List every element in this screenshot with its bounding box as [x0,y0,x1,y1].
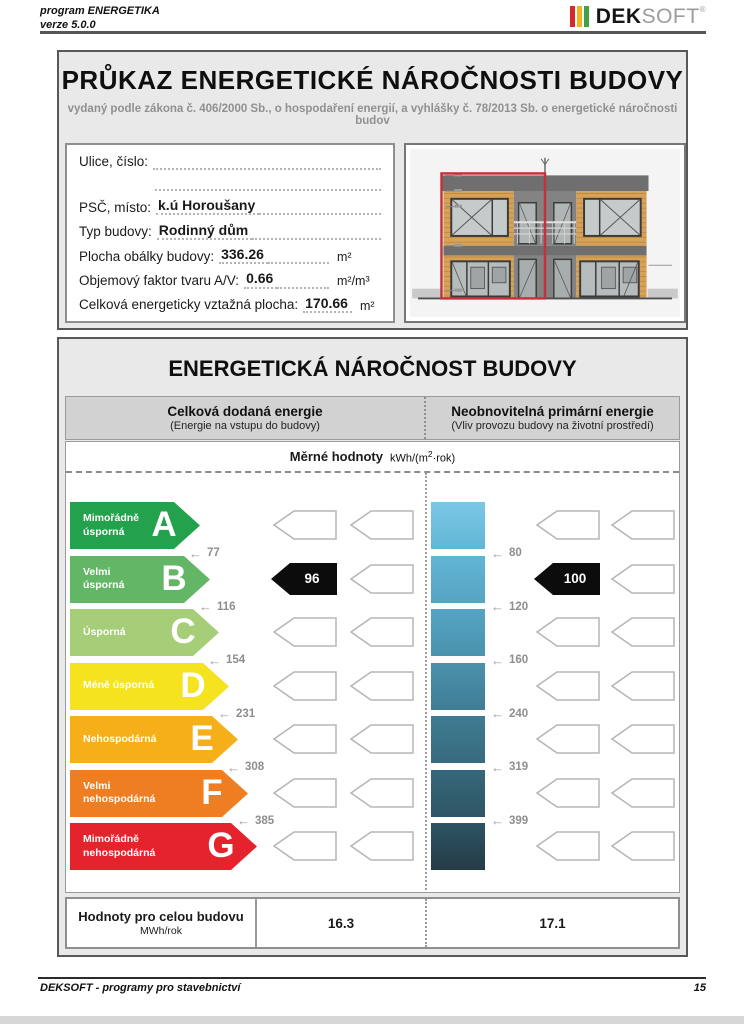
primary-energy-value: 100 [563,570,587,586]
empty-value-arrow-icon [536,778,600,808]
specific-values-label: Měrné hodnoty [289,449,383,464]
specific-values-unit: kWh/$(m^2\cdot rok)$ [389,448,456,465]
whole-building-values-box [65,897,680,949]
threshold-left-5: ← 308 [227,759,265,775]
threshold-arrow-icon: ← [491,759,504,775]
empty-value-arrow-icon [350,671,414,701]
info-value: k.ú Horoušany [156,197,259,215]
page-number: 15 [693,982,706,994]
empty-value-arrow-icon [350,778,414,808]
whole-building-unit: MWh/rok [140,925,182,937]
info-row-street [79,154,381,170]
empty-value-arrow-icon [273,831,337,861]
info-value: 170.66 [303,295,352,313]
info-unit: m² [359,298,375,313]
rating-row-A [70,502,200,549]
logo-registered-mark: ® [699,5,706,14]
program-identification [40,4,160,33]
program-version: verze 5.0.0 [40,19,96,32]
empty-value-arrow-icon [273,778,337,808]
info-label: Celková energeticky vztažná plocha: [79,297,299,313]
empty-value-arrow-icon [273,510,337,540]
empty-value-arrow-icon [350,724,414,754]
info-unit: m² [337,249,352,264]
info-value: 336.26 [219,246,268,264]
rating-row-B [70,556,210,603]
page-bottom-strip [0,1016,744,1024]
rating-row-G [70,823,257,870]
info-label: Ulice, číslo: [79,154,149,169]
whole-building-delivered-value: 16.3 [327,915,355,931]
primary-energy-scale-block [431,716,485,763]
class-letter: F [201,772,223,812]
class-letter: G [207,826,235,865]
threshold-right-6: ← 399 [491,813,529,828]
info-row-building-type [79,222,381,240]
empty-value-arrow-icon [350,564,414,594]
building-elevation-illustration [410,150,680,316]
dotted-line [252,225,381,240]
class-letter: D [180,665,206,705]
threshold-arrow-icon: ← [491,652,504,668]
program-header [40,4,706,33]
info-row-envelope-area [79,246,381,264]
column-subtitle: (Energie na vstupu do budovy) [170,420,320,432]
rating-row-F [70,770,248,817]
dotted-line [155,176,381,191]
threshold-left-6: ← 385 [237,813,275,828]
dotted-line [268,249,329,264]
certificate-header-box [57,50,688,330]
threshold-left-3: ← 154 [208,652,246,668]
threshold-arrow-icon: ← [199,599,212,614]
threshold-right-4: ← 240 [491,706,529,721]
delivered-energy-value-arrow [270,562,338,596]
dotted-line [259,200,381,215]
primary-energy-value-arrow [533,562,601,596]
class-label: Velmi nehospodárná [83,779,156,805]
delivered-energy-value: 96 [304,570,320,586]
rating-row-E [70,716,238,763]
threshold-arrow-icon: ← [491,813,504,828]
empty-value-arrow-icon [536,724,600,754]
primary-energy-scale-block [431,502,485,549]
class-label: Úsporná [83,625,126,638]
info-value: Rodinný dům [157,222,252,240]
section-title: ENERGETICKÁ NÁROČNOST BUDOVY [168,356,577,381]
primary-energy-scale-block [431,770,485,817]
logo-soft: SOFT [641,5,700,28]
energy-performance-box [57,337,688,957]
rating-row-C [70,609,219,656]
empty-value-arrow-icon [611,778,675,808]
class-letter: C [170,612,196,651]
whole-building-label-cell [67,899,257,947]
info-label: Objemový faktor tvaru A/V: [79,273,240,289]
page-footer [40,982,706,994]
threshold-arrow-icon: ← [491,599,504,614]
empty-value-arrow-icon [536,617,600,647]
info-row-street-2 [79,176,381,191]
empty-value-arrow-icon [536,671,600,701]
threshold-arrow-icon: ← [208,652,221,668]
class-label: Mimořádně nehospodárná [83,833,156,859]
empty-value-arrow-icon [350,831,414,861]
class-label: Mimořádně úsporná [83,512,140,538]
threshold-left-1: ← 77 [189,545,220,561]
rating-row-D [70,663,229,710]
empty-value-arrow-icon [611,671,675,701]
empty-value-arrow-icon [350,617,414,647]
column-header-primary-energy [426,397,679,439]
threshold-right-2: ← 120 [491,599,529,614]
info-row-city [79,197,381,215]
threshold-arrow-icon: ← [218,706,231,721]
building-image-box [404,143,686,323]
rating-scale-area [65,441,680,893]
info-label: Typ budovy: [79,224,152,240]
info-row-av-factor [79,270,381,288]
whole-building-label: Hodnoty pro celou budovu [78,909,244,924]
empty-value-arrow-icon [536,510,600,540]
deksoft-logo-text [596,6,706,27]
rating-scale-grid [66,473,679,891]
column-title: Celková dodaná energie [167,404,323,419]
info-row-reference-area [79,295,381,313]
info-label: Plocha obálky budovy: [79,248,215,264]
empty-value-arrow-icon [611,831,675,861]
column-title: Neobnovitelná primární energie [451,404,654,419]
threshold-right-3: ← 160 [491,652,529,668]
empty-value-arrow-icon [611,724,675,754]
empty-value-arrow-icon [611,564,675,594]
whole-building-primary-value: 17.1 [425,899,678,947]
empty-value-arrow-icon [273,724,337,754]
empty-value-arrow-icon [611,510,675,540]
empty-value-arrow-icon [350,510,414,540]
deksoft-logo [570,6,706,27]
program-name: program ENERGETIKA [40,5,160,17]
column-subtitle: (Vliv provozu budovy na životní prostředí) [451,420,654,432]
column-header-delivered-energy [66,397,426,439]
class-label: Nehospodárná [83,732,157,745]
column-headers [65,396,680,440]
certificate-title: PRŮKAZ ENERGETICKÉ NÁROČNOSTI BUDOVY [61,65,684,95]
deksoft-logo-bars-icon [570,6,593,27]
dotted-line [277,274,329,289]
threshold-arrow-icon: ← [227,759,240,775]
primary-energy-scale-block [431,663,485,710]
class-letter: E [190,719,214,758]
threshold-arrow-icon: ← [491,706,504,721]
empty-value-arrow-icon [611,617,675,647]
header-divider [40,31,706,34]
specific-values-row [66,442,679,473]
class-label: Velmi úsporná [83,565,125,591]
class-label: Méně úsporná [83,679,155,692]
empty-value-arrow-icon [273,671,337,701]
threshold-arrow-icon: ← [189,545,202,561]
primary-energy-scale-block [431,609,485,656]
info-unit: m²/m³ [337,274,370,289]
threshold-arrow-icon: ← [237,813,250,828]
logo-dek: DEK [595,5,642,28]
footer-brand: DEKSOFT - programy pro stavebnictví [40,982,241,994]
threshold-right-5: ← 319 [491,759,529,775]
empty-value-arrow-icon [536,831,600,861]
threshold-arrow-icon: ← [491,545,504,561]
class-letter: B [161,558,187,598]
footer-divider [38,977,706,979]
certificate-subtitle: vydaný podle zákona č. 406/2000 Sb., o hospodaření energií, a vyhlášky č. 78/2013 Sb. o energetické náročnosti budov [67,103,678,127]
info-value: 0.66 [244,270,277,288]
threshold-left-2: ← 116 [199,599,236,614]
primary-energy-scale-block [431,823,485,870]
dotted-line [153,155,381,170]
info-label: PSČ, místo: [79,199,152,215]
threshold-right-1: ← 80 [491,545,522,561]
primary-energy-scale-block [431,556,485,603]
empty-value-arrow-icon [273,617,337,647]
class-letter: A [151,505,177,544]
building-info-box [65,143,395,323]
threshold-left-4: ← 231 [218,706,256,721]
